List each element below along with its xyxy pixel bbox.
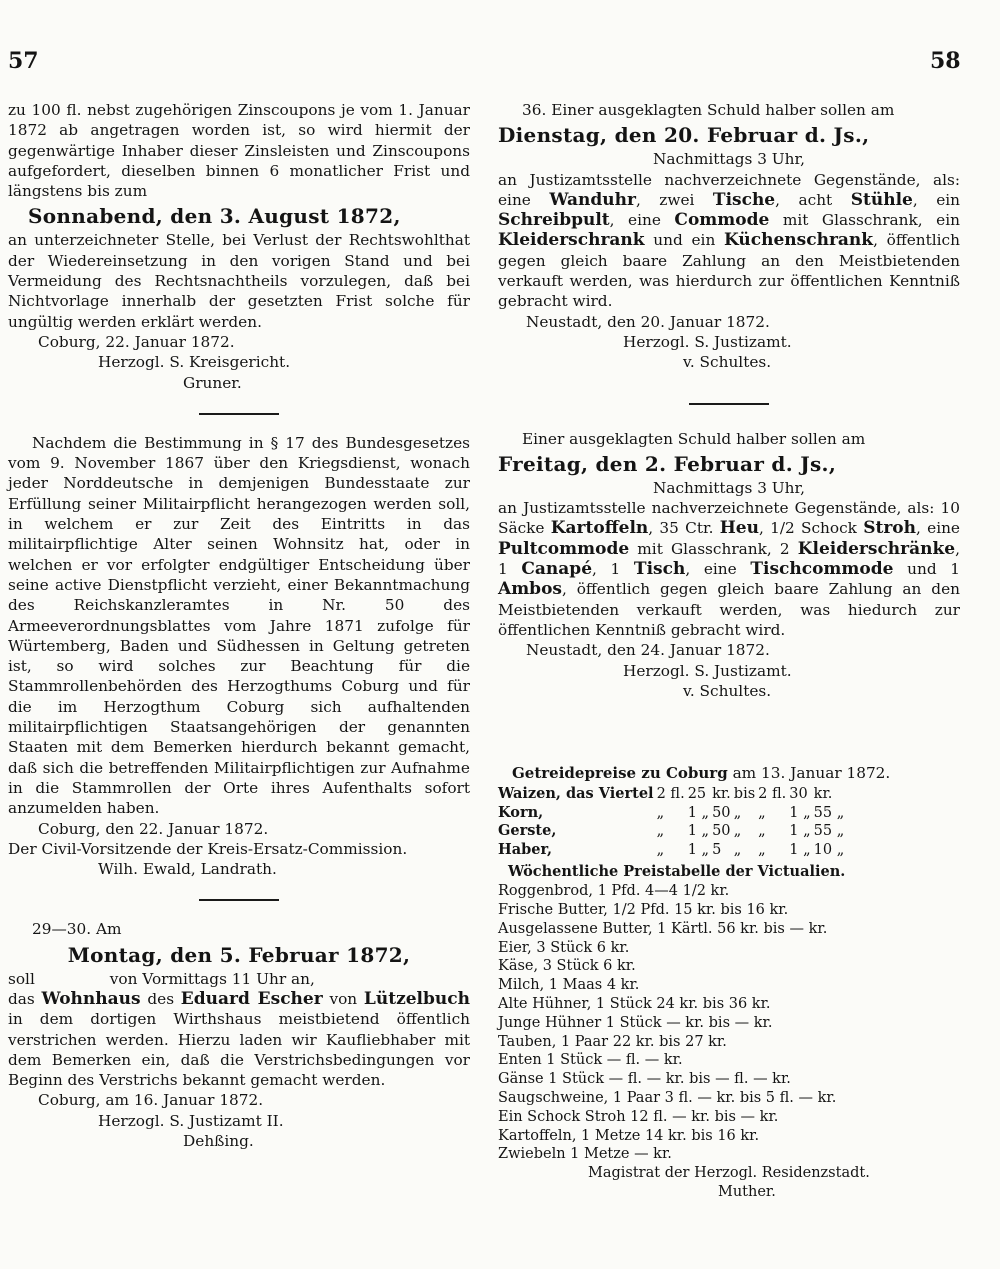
notice-item-highlight: Kleiderschrank	[498, 230, 645, 251]
notice-text: , öffentlich gegen gleich baare Zahlung an den Meistbietenden verkauft werden, was hierdurch zur öffentlichen Kenntniß gebracht wird.	[498, 231, 960, 311]
grain-name-cell: Waizen, das Viertel	[498, 785, 654, 803]
notice-text: und 1	[907, 560, 960, 579]
victual-item: Tauben, 1 Paar 22 kr. bis 27 kr.	[498, 1033, 727, 1050]
issuing-authority: Magistrat der Herzogl. Residenzstadt.	[588, 1165, 870, 1182]
separator-rule	[199, 899, 279, 901]
grain-price-cell: 55 „	[813, 823, 845, 840]
victual-item: Roggenbrod, 1 Pfd. 4—4 1/2 kr.	[498, 883, 730, 900]
victual-item: Frische Butter, 1/2 Pfd. 15 kr. bis 16 kr.	[498, 902, 789, 919]
notice-text: , eine	[916, 519, 960, 538]
signatory: Dehßing.	[183, 1132, 254, 1151]
victuals-title: Wöchentliche Preistabelle der Victualien.	[508, 863, 846, 881]
notice-text: , öffentlich gegen gleich baare Zahlung an den Meistbietenden verkauft werden, was hiedurch zur öffentlichen Kenntniß gebracht wird.	[498, 580, 960, 639]
grain-price-cell: 1 „	[789, 804, 811, 821]
notice-text: an Justizamtsstelle nachverzeichnete Gegenstände, als: 10 Säcke	[498, 499, 960, 538]
notice-lead: 29—30. Am	[32, 920, 122, 939]
grain-price-cell: „	[733, 804, 742, 821]
signatory: v. Schultes.	[683, 353, 772, 372]
notice-item-highlight: Kleiderschränke	[797, 538, 956, 559]
place-date: Coburg, den 22. Januar 1872.	[38, 819, 269, 838]
grain-price-cell: „	[656, 804, 665, 821]
notice-item-highlight: Heu	[719, 518, 759, 539]
separator-rule	[689, 403, 769, 405]
grain-price-cell: 50	[712, 823, 731, 840]
victual-item: Ein Schock Stroh 12 fl. — kr. bis — kr.	[498, 1108, 779, 1125]
grain-prices-date: am 13. Januar 1872.	[732, 764, 891, 783]
notice-text: , 35 Ctr.	[648, 519, 714, 538]
grain-price-cell: 1 „	[687, 841, 710, 858]
signatory: Muther.	[718, 1183, 776, 1200]
notice-item-highlight: Pultcommode	[498, 538, 630, 559]
signatory: Wilh. Ewald, Landrath.	[98, 860, 277, 879]
grain-price-cell: kr.	[712, 786, 731, 803]
spacer	[498, 701, 960, 763]
notice-text: soll	[8, 969, 35, 988]
notice-text: das	[8, 989, 35, 1008]
notice-text: des	[147, 989, 175, 1008]
grain-price-row	[498, 822, 847, 841]
issuing-authority: Herzogl. S. Justizamt.	[623, 332, 792, 351]
grain-price-cell: 1 „	[789, 823, 811, 840]
notice-intro: Einer ausgeklagten Schuld halber sollen am	[522, 429, 866, 448]
grain-name-cell: Korn,	[498, 803, 544, 821]
notice-item-highlight: Canapé	[521, 559, 593, 580]
notice-item-highlight: Kartoffeln	[550, 518, 649, 539]
grain-prices-title: Getreidepreise zu Coburg	[512, 764, 728, 783]
notice-auction-date: Dienstag, den 20. Februar d. Js.,	[498, 123, 870, 148]
notice-deadline-date: Sonnabend, den 3. August 1872,	[28, 204, 401, 229]
issuing-authority: Der Civil-Vorsitzende der Kreis-Ersatz-Commission.	[8, 839, 408, 858]
notice-auction-date: Freitag, den 2. Februar d. Js.,	[498, 451, 837, 476]
notice-text: von	[329, 989, 358, 1008]
grain-price-cell: kr.	[813, 786, 833, 803]
notice-text: und ein	[653, 231, 716, 250]
grain-price-cell: 2 fl.	[656, 786, 685, 803]
notice-body: an unterzeichneter Stelle, bei Verlust der Rechtswohlthat der Wiedereinsetzung in den vorigen Stand und bei Vermeidung des Rechtsnachtheils vorzulegen, daß bei Nichtvorlage innerhalb der gesetzten Frist solche für ungültig werden erklärt werden.	[8, 231, 470, 331]
place-date: Neustadt, den 24. Januar 1872.	[526, 641, 770, 660]
notice-item-highlight: Stroh	[863, 518, 917, 539]
notice-owner-highlight: Eduard Escher	[180, 988, 323, 1009]
grain-price-cell: 25	[687, 786, 707, 803]
notice-text: mit Glasschrank, 2	[637, 539, 790, 558]
notice-text: , 1	[498, 539, 960, 579]
victual-item: Gänse 1 Stück — fl. — kr. bis — fl. — kr.	[498, 1071, 791, 1088]
grain-price-cell: „	[656, 823, 665, 840]
notice-item-highlight: Tisch	[633, 559, 686, 580]
issuing-authority: Herzogl. S. Justizamt II.	[98, 1111, 284, 1130]
notice-body: Nachdem die Bestimmung in § 17 des Bundesgesetzes vom 9. November 1867 über den Kriegsdienst, wonach jeder Norddeutsche in demjenigen Bundesstaate zur Erfüllung seiner Militairpflicht herangezogen werden soll, in welchem er zur Zeit des Eintritts in das militairpflichtige Alter seinen Wohnsitz hat, oder in welchen er vor erfolgter endgültiger Entscheidung über seine active Dienstpflicht verzieht, einer Bekanntmachung des Reichskanzleramtes in Nr. 50 des Armeeverordnungsblattes vom Jahre 1871 zufolge für Würtemberg, Baden und Südhessen in Geltung getreten ist, so wird solches zur Beachtung für die Stammrollenbehörden des Herzogthums Coburg und für die im Herzogthum Coburg sich aufhaltenden militairpflichtigen Staatsangehörigen der genannten Staaten mit dem Bemerken hierdurch bekannt gemacht, daß sich die betreffenden Militairpflichtigen zur Aufnahme in die Stammrollen der Orte ihres Aufenthalts sofort anzumelden haben.	[8, 433, 470, 818]
grain-price-cell: 55 „	[813, 804, 845, 821]
place-date: Neustadt, den 20. Januar 1872.	[526, 312, 770, 331]
grain-price-cell: 2 fl.	[758, 786, 787, 803]
grain-price-cell: 1 „	[687, 804, 710, 821]
notice-item-highlight: Küchenschrank	[724, 230, 874, 251]
notice-body: zu 100 fl. nebst zugehörigen Zinscoupons je vom 1. Januar 1872 ab angetragen worden ist, so wird hiermit der gegenwärtige Inhaber dieser Zinsleisten und Zinscoupons aufgefordert, dieselben binnen 6 monatlicher Frist und längstens bis zum	[8, 101, 470, 201]
right-column	[498, 100, 960, 1202]
notice-item-highlight: Stühle	[850, 189, 913, 210]
signatory: Gruner.	[183, 373, 242, 392]
notice-time: von Vormittags 11 Uhr an,	[109, 969, 315, 988]
notice-item-highlight: Commode	[674, 210, 770, 231]
grain-price-cell: 50	[712, 804, 731, 821]
victual-item: Käse, 3 Stück 6 kr.	[498, 958, 636, 975]
signatory: v. Schultes.	[683, 681, 772, 700]
victual-item: Alte Hühner, 1 Stück 24 kr. bis 36 kr.	[498, 996, 771, 1012]
notice-text: , 1/2 Schock	[759, 519, 857, 538]
victual-item: Zwiebeln 1 Metze — kr.	[498, 1146, 672, 1163]
victual-price-list	[498, 863, 960, 1201]
notice-text: in dem dortigen Wirthshaus meistbietend öffentlich verstrichen werden. Hierzu laden wir Kaufliebhaber mit dem Bemerken ein, daß die Verstrichsbedingungen vor Beginn des Verstrichs bekannt gemacht werden.	[8, 1010, 470, 1090]
notice-text: , ein	[912, 190, 961, 209]
notice-place-highlight: Lützelbuch	[363, 988, 470, 1009]
place-date: Coburg, am 16. Januar 1872.	[38, 1091, 264, 1110]
separator-rule	[199, 413, 279, 415]
notice-item-highlight: Tische	[712, 189, 776, 210]
notice-time: Nachmittags 3 Uhr,	[652, 150, 806, 169]
grain-price-cell: „	[758, 804, 766, 821]
notice-item-highlight: Wohnhaus	[41, 988, 141, 1009]
grain-prices-table	[498, 785, 847, 859]
notice-item-highlight: Ambos	[498, 579, 562, 600]
grain-price-row	[498, 841, 847, 860]
grain-name-cell: Gerste,	[498, 822, 557, 840]
grain-name-cell: Haber,	[498, 840, 553, 858]
victual-item: Saugschweine, 1 Paar 3 fl. — kr. bis 5 fl. — kr.	[498, 1089, 837, 1106]
notice-text: , eine	[685, 560, 737, 579]
notice-schuld-versteigerung-1	[498, 100, 960, 373]
notice-militairpflicht	[8, 433, 470, 880]
victual-item: Kartoffeln, 1 Metze 14 kr. bis 16 kr.	[498, 1127, 760, 1144]
issuing-authority: Herzogl. S. Justizamt.	[623, 661, 792, 680]
notice-text: , eine	[609, 211, 661, 230]
page-number-right: 58	[930, 48, 961, 74]
grain-price-cell: 1 „	[687, 823, 710, 840]
notice-zinscoupons	[8, 100, 470, 393]
victual-item: Milch, 1 Maas 4 kr.	[498, 977, 640, 994]
left-column	[8, 100, 470, 1151]
place-date: Coburg, 22. Januar 1872.	[38, 332, 235, 351]
notice-text: , zwei	[635, 190, 695, 209]
notice-wohnhaus-verstrich	[8, 919, 470, 1151]
notice-item-highlight: Wanduhr	[549, 189, 636, 210]
victual-item: Enten 1 Stück — fl. — kr.	[498, 1052, 683, 1069]
victual-item: Junge Hühner 1 Stück — kr. bis — kr.	[498, 1014, 773, 1031]
grain-price-row	[498, 785, 847, 804]
grain-price-cell: 10 „	[813, 841, 845, 858]
notice-item-highlight: Tischcommode	[750, 559, 894, 580]
victual-item: Eier, 3 Stück 6 kr.	[498, 939, 630, 956]
grain-price-cell: „	[758, 841, 766, 858]
notice-time: Nachmittags 3 Uhr,	[652, 478, 806, 497]
grain-price-cell: 5	[712, 841, 722, 858]
grain-price-row	[498, 804, 847, 823]
notice-schuld-versteigerung-2	[498, 429, 960, 702]
grain-price-cell: „	[656, 841, 665, 858]
victual-item: Ausgelassene Butter, 1 Kärtl. 56 kr. bis — kr.	[498, 920, 828, 937]
grain-price-cell: 30	[789, 786, 808, 803]
grain-price-cell: „	[758, 823, 766, 840]
grain-price-cell: bis	[733, 786, 756, 803]
grain-price-cell: „	[733, 823, 742, 840]
grain-price-table	[498, 763, 960, 859]
notice-auction-date: Montag, den 5. Februar 1872,	[67, 942, 411, 967]
notice-text: an Justizamtsstelle nachverzeichnete Gegenstände, als: eine	[498, 170, 960, 209]
issuing-authority: Herzogl. S. Kreisgericht.	[98, 353, 291, 372]
notice-intro: 36. Einer ausgeklagten Schuld halber sollen am	[522, 101, 895, 119]
notice-text: , acht	[775, 190, 833, 209]
page-number-left: 57	[8, 48, 39, 74]
grain-price-cell: 1 „	[789, 841, 811, 858]
notice-text: mit Glasschrank, ein	[782, 211, 960, 230]
notice-item-highlight: Schreibpult	[498, 210, 610, 231]
notice-text: , 1	[592, 560, 621, 579]
grain-price-cell: „	[733, 841, 742, 858]
